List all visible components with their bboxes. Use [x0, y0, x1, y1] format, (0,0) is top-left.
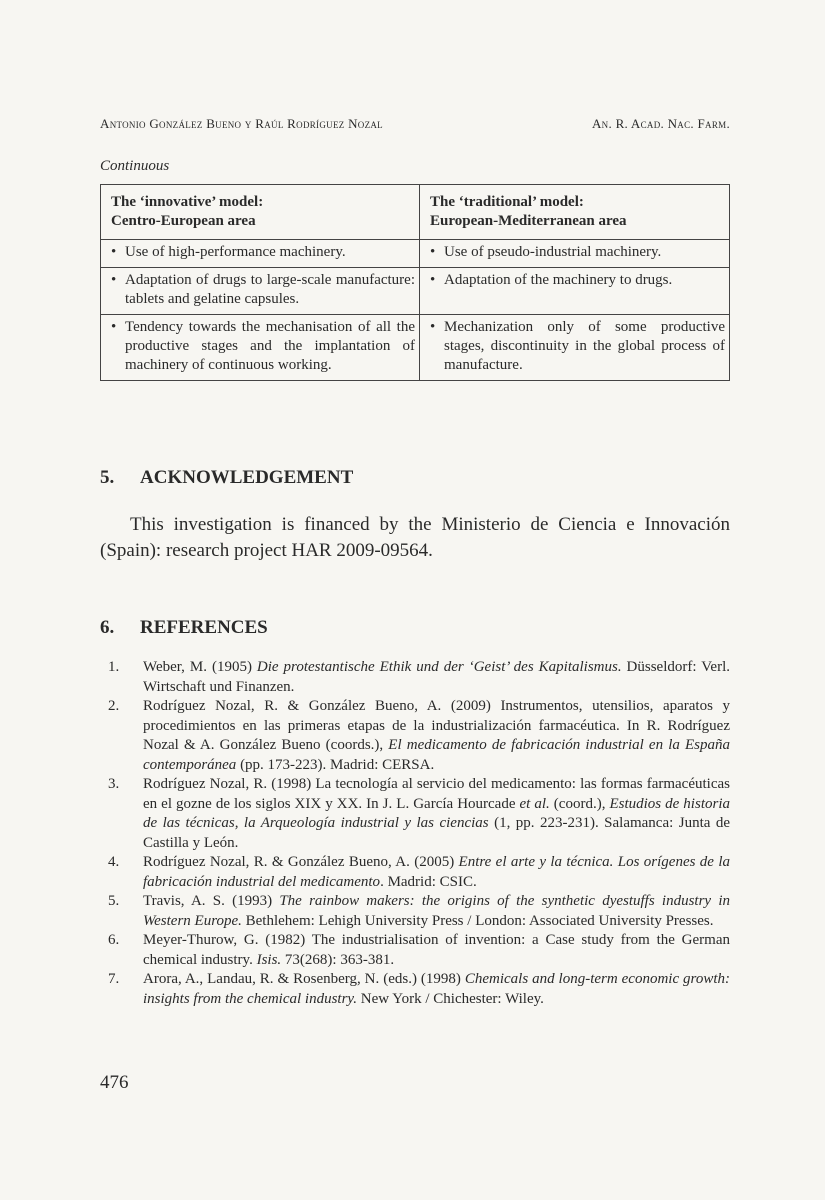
reference-segment: Arora, A., Landau, R. & Rosenberg, N. (eds.) (1998) — [143, 971, 465, 987]
bullet: • — [430, 319, 436, 335]
reference-title: El medicamento de fabricación industrial en la España contemporánea — [143, 737, 730, 773]
reference-item — [100, 931, 730, 970]
reference-segment: Bethlehem: Lehigh University Press / London: Associated University Presses. — [241, 912, 714, 929]
reference-title: Isis. — [256, 951, 282, 968]
reference-title: Chemicals and long-term economic growth: insights from the chemical industry. — [143, 971, 731, 1007]
reference-text — [143, 931, 730, 970]
running-head — [100, 116, 730, 132]
running-head-authors: Antonio González Bueno y Raúl Rodríguez Nozal — [100, 116, 383, 131]
page-number: 476 — [100, 1072, 129, 1093]
reference-number: 7. — [108, 971, 120, 987]
reference-number: 1. — [108, 659, 120, 675]
header-line: The ‘innovative’ model: — [111, 194, 264, 210]
cell-innovative — [101, 268, 420, 315]
section-heading-acknowledgement — [100, 467, 353, 489]
reference-title: Entre el arte y la técnica. Los orígenes de la fabricación industrial del medicamento — [143, 854, 730, 890]
reference-segment: Düsseldorf: Verl. Wirtschaft und Finanzen. — [143, 659, 730, 695]
cell-text: Mechanization only of some productive stages, discontinuity in the global process of manufacture. — [444, 319, 725, 373]
cell-text: Use of pseudo-industrial machinery. — [444, 244, 662, 260]
acknowledgement-text: This investigation is financed by the Ministerio de Ciencia e Innovación (Spain): research project HAR 2009-09564. — [100, 514, 730, 561]
header-line: Centro-European area — [111, 213, 256, 229]
header-line: The ‘traditional’ model: — [430, 194, 584, 210]
section-number: 6. — [100, 617, 115, 638]
models-table — [100, 184, 730, 381]
section-title: REFERENCES — [140, 617, 268, 638]
reference-number: 4. — [108, 854, 120, 870]
reference-item — [100, 658, 730, 697]
reference-text — [143, 658, 730, 697]
reference-segment: New York / Chichester: Wiley. — [357, 990, 544, 1007]
table-caption: Continuous — [100, 158, 170, 174]
reference-segment: Rodríguez Nozal, R. & González Bueno, A. (2009) Instrumentos, utensilios, aparatos y procedimientos en las primeras etapas de la industrialización farmacéutica. In R. Rodríguez Nozal & A. González Bueno (coords.), — [143, 698, 730, 753]
table-row — [101, 240, 730, 268]
reference-segment: . Madrid: CSIC. — [380, 873, 477, 890]
cell-text: Adaptation of the machinery to drugs. — [444, 272, 673, 288]
section-number: 5. — [100, 467, 115, 488]
bullet: • — [111, 319, 117, 335]
reference-segment: (pp. 173-223). Madrid: CERSA. — [236, 756, 435, 773]
cell-innovative — [101, 315, 420, 381]
reference-item — [100, 853, 730, 892]
cell-text: Tendency towards the mechanisation of all the productive stages and the implantation of machinery of continuous working. — [125, 319, 415, 373]
cell-text: Use of high-performance machinery. — [125, 244, 346, 260]
reference-number: 6. — [108, 932, 120, 948]
reference-title: Die protestantische Ethik und der ‘Geist’ des Kapitalismus. — [256, 659, 622, 675]
reference-text — [143, 775, 730, 853]
section-title: ACKNOWLEDGEMENT — [140, 467, 354, 488]
cell-traditional — [420, 268, 730, 315]
table-row — [101, 315, 730, 381]
reference-segment: 73(268): 363-381. — [281, 951, 395, 968]
reference-text — [143, 697, 730, 775]
cell-text: Adaptation of drugs to large-scale manufacture: tablets and gelatine capsules. — [125, 272, 415, 307]
reference-item — [100, 697, 730, 775]
header-line: European-Mediterranean area — [430, 213, 627, 229]
reference-text — [143, 853, 730, 892]
reference-segment: Travis, A. S. (1993) — [143, 893, 280, 909]
reference-item — [100, 970, 730, 1009]
reference-number: 5. — [108, 893, 120, 909]
cell-traditional — [420, 315, 730, 381]
cell-traditional — [420, 240, 730, 268]
running-head-journal: An. R. Acad. Nac. Farm. — [591, 116, 730, 131]
reference-segment: (1, pp. 223-231). Salamanca: Junta de Castilla y León. — [143, 815, 730, 851]
reference-title: et al. — [519, 795, 550, 812]
reference-segment: Rodríguez Nozal, R. & González Bueno, A. (2005) — [143, 854, 459, 870]
bullet: • — [430, 244, 436, 260]
reference-title: Estudios de historia de las técnicas, la Arqueología industrial y las ciencias — [143, 795, 730, 831]
table-row — [101, 268, 730, 315]
reference-text — [143, 892, 730, 931]
reference-list — [100, 658, 730, 1009]
reference-item — [100, 775, 730, 853]
table-body — [101, 240, 730, 381]
table-header-innovative — [101, 185, 420, 240]
bullet: • — [111, 244, 117, 260]
reference-number: 2. — [108, 698, 120, 714]
bullet: • — [430, 272, 436, 288]
cell-innovative — [101, 240, 420, 268]
reference-segment: Weber, M. (1905) — [143, 659, 257, 675]
table-header-row — [101, 185, 730, 240]
table-header-traditional — [420, 185, 730, 240]
reference-segment: Rodríguez Nozal, R. (1998) La tecnología al servicio del medicamento: las formas farmacéuticas en el gozne de los siglos XIX y XX. In J. L. García Hourcade — [143, 776, 730, 812]
reference-text — [143, 970, 730, 1009]
section-heading-references — [100, 617, 268, 639]
reference-title: The rainbow makers: the origins of the synthetic dyestuffs industry in Western Europe. — [143, 893, 730, 929]
reference-item — [100, 892, 730, 931]
reference-segment: (coord.), — [549, 795, 610, 812]
reference-segment: Meyer-Thurow, G. (1982) The industrialisation of invention: a Case study from the German chemical industry. — [143, 932, 730, 968]
bullet: • — [111, 272, 117, 288]
reference-number: 3. — [108, 776, 120, 792]
